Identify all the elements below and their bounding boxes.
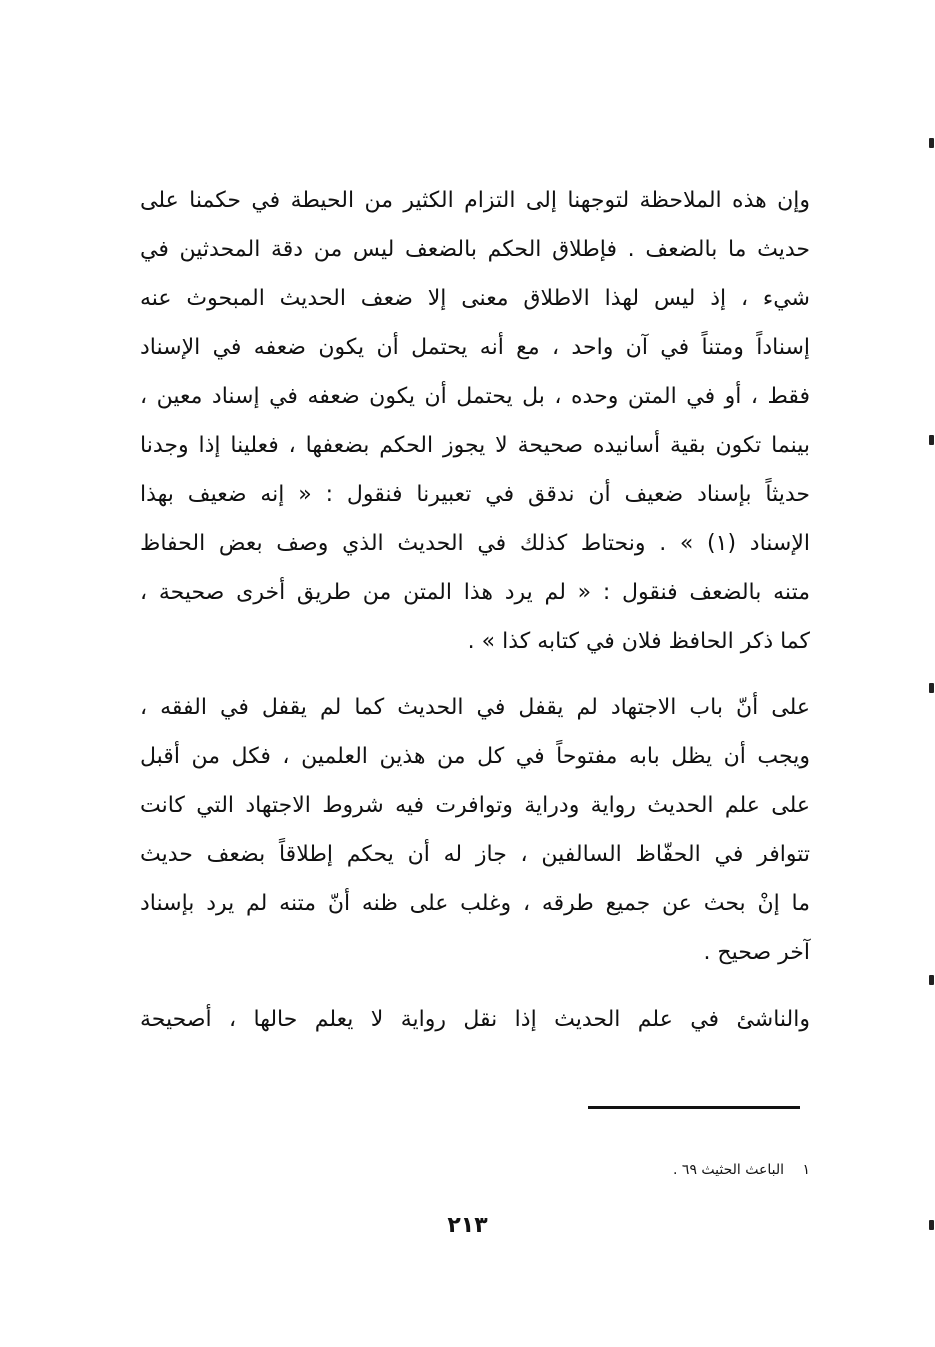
paragraph-line: كما ذكر الحافظ فلان في كتابه كذا » . [467,629,810,654]
paragraph-line: وإن هذه الملاحظة لتوجهنا إلى التزام الكثير من الحيطة في حكمنا على [140,188,810,213]
paragraph-2 [140,683,810,977]
paragraph-line: بينما تكون بقية أسانيده صحيحة لا يجوز الحكم بضعفها ، فعلينا إذا وجدنا [140,433,810,458]
paragraph-line: حديث ما بالضعف . فإطلاق الحكم بالضعف ليس من دقة المحدثين في [140,237,810,262]
paragraph-line: ويجب أن يظل بابه مفتوحاً في كل من هذين العلمين ، فكل من أقبل [140,744,810,769]
paragraph-line: ما إنْ بحث عن جميع طرقه ، وغلب على ظنه أنّ متنه لم يرد بإسناد [140,891,810,916]
paragraph-line: تتوافر في الحفّاظ السالفين ، جاز له أن يحكم إطلاقاً بضعف حديث [140,842,810,867]
scan-edge-mark [929,683,934,693]
footnote-number: ١ [802,1162,810,1178]
paragraph-line: متنه بالضعف فنقول : « لم يرد هذا المتن من طريق أخرى صحيحة ، [140,580,810,605]
scan-edge-mark [929,435,934,445]
paragraph-1 [140,176,810,666]
footnote-text: الباعث الحثيث ٦٩ . [673,1162,785,1178]
paragraph-line: حديثاً بإسناد ضعيف أن ندقق في تعبيرنا فنقول : « إنه ضعيف بهذا [140,482,810,507]
paragraph-line: على أنّ باب الاجتهاد لم يقفل في الحديث كما لم يقفل في الفقه ، [140,695,810,720]
footnote [673,1158,810,1182]
paragraph-3 [140,995,810,1044]
page-number: ٢١٣ [447,1213,488,1238]
paragraph-line: آخر صحيح . [703,940,810,965]
paragraph-line: على علم الحديث رواية ودراية وتوافرت فيه شروط الاجتهاد التي كانت [140,793,810,818]
scan-edge-mark [929,1220,934,1230]
footnote-divider [588,1106,800,1109]
paragraph-line: والناشئ في علم الحديث إذا نقل رواية لا يعلم حالها ، أصحيحة [140,1007,810,1032]
scan-edge-mark [929,138,934,148]
paragraph-line: الإسناد (١) » . ونحتاط كذلك في الحديث الذي وصف بعض الحفاظ [140,531,811,556]
paragraph-line: إسناداً ومتناً في آن واحد ، مع أنه يحتمل أن يكون ضعفه في الإسناد [140,335,810,360]
paragraph-line: فقط ، أو في المتن وحده ، بل يحتمل أن يكون ضعفه في إسناد معين ، [140,384,810,409]
paragraph-line: شيء ، إذ ليس لهذا الاطلاق معنى إلا ضعف الحديث المبحوث عنه [140,286,810,311]
scan-edge-mark [929,975,934,985]
